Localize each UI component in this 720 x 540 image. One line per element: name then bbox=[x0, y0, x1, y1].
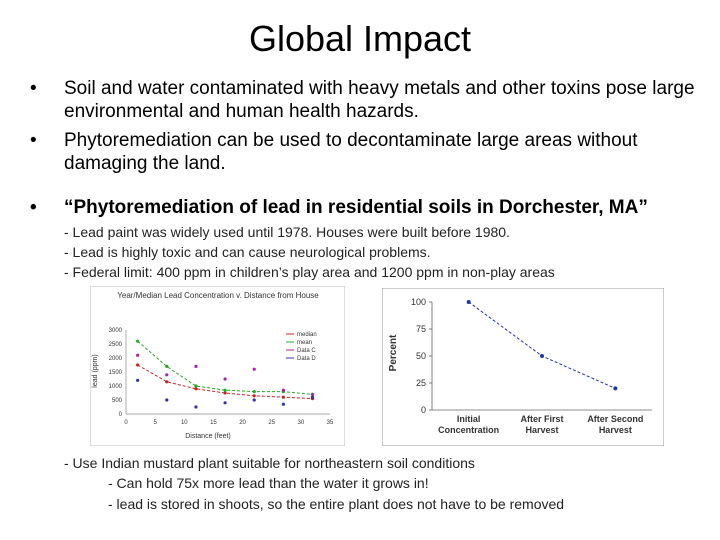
data-point bbox=[253, 390, 256, 393]
data-point bbox=[223, 401, 226, 404]
data-point bbox=[282, 403, 285, 406]
data-point bbox=[223, 391, 226, 394]
data-point bbox=[613, 386, 617, 390]
slide-title: Global Impact bbox=[248, 18, 472, 59]
legend-entry: median bbox=[297, 332, 317, 338]
x-tick-label: 5 bbox=[153, 420, 157, 426]
note-75x: - Can hold 75x more lead than the water it grows in! bbox=[108, 475, 429, 491]
x-tick-label: 10 bbox=[180, 420, 188, 426]
data-point bbox=[282, 396, 285, 399]
bullet-text: Soil and water contaminated with heavy metals and other toxins pose large environmental and human health hazards. bbox=[64, 78, 695, 122]
data-point bbox=[282, 389, 285, 392]
data-point bbox=[311, 393, 314, 396]
y-tick-label: 1500 bbox=[108, 370, 122, 376]
data-point bbox=[165, 373, 168, 376]
x-category-label: Harvest bbox=[525, 425, 559, 435]
legend-entry: Data D bbox=[297, 356, 316, 362]
data-point bbox=[165, 365, 168, 368]
legend-entry: mean bbox=[297, 340, 313, 346]
data-point bbox=[253, 368, 256, 371]
chart-frame bbox=[90, 286, 345, 446]
data-point bbox=[194, 365, 197, 368]
x-axis-label: Distance (feet) bbox=[185, 433, 231, 440]
data-point bbox=[253, 394, 256, 397]
data-point bbox=[194, 384, 197, 387]
y-tick-label: 0 bbox=[118, 412, 122, 418]
y-tick-label: 25 bbox=[415, 378, 426, 388]
data-point bbox=[136, 363, 139, 366]
bullet-dot: • bbox=[30, 130, 37, 151]
y-tick-label: 0 bbox=[420, 405, 426, 415]
x-category-label: Initial bbox=[456, 414, 481, 424]
data-point bbox=[467, 300, 471, 304]
y-tick-label: 3000 bbox=[108, 328, 122, 334]
bullet-text: “Phytoremediation of lead in residential soils in Dorchester, MA” bbox=[64, 197, 648, 218]
y-axis-label: Percent bbox=[388, 334, 399, 372]
data-point bbox=[311, 396, 314, 399]
x-tick-label: 15 bbox=[210, 420, 217, 426]
data-point bbox=[223, 389, 226, 392]
x-tick-label: 35 bbox=[326, 420, 334, 426]
data-point bbox=[165, 380, 168, 383]
y-tick-label: 1000 bbox=[108, 384, 122, 390]
data-point bbox=[223, 377, 226, 380]
data-point bbox=[194, 405, 197, 408]
y-axis-label: lead (ppm) bbox=[92, 354, 99, 388]
x-tick-label: 20 bbox=[239, 420, 246, 426]
note-federal-limit: - Federal limit: 400 ppm in children’s play area and 1200 ppm in non-play areas bbox=[64, 264, 555, 280]
y-tick-label: 75 bbox=[415, 324, 426, 334]
legend-entry: Data C bbox=[297, 348, 316, 354]
percent-remaining-chart bbox=[382, 288, 664, 446]
y-tick-label: 2500 bbox=[108, 342, 122, 348]
x-tick-label: 30 bbox=[297, 420, 305, 426]
chart-title: Year/Median Lead Concentration v. Distance from House bbox=[117, 291, 319, 300]
lead-distance-chart bbox=[90, 286, 345, 446]
data-point bbox=[194, 387, 197, 390]
x-category-label: After First bbox=[520, 414, 564, 424]
y-tick-label: 2000 bbox=[108, 356, 122, 362]
data-point bbox=[253, 398, 256, 401]
y-tick-label: 50 bbox=[415, 351, 426, 361]
bullet-dot: • bbox=[30, 197, 37, 218]
data-point bbox=[136, 379, 139, 382]
bullet-text: Phytoremediation can be used to decontaminate large areas without damaging the land. bbox=[64, 130, 638, 174]
x-tick-label: 25 bbox=[268, 420, 276, 426]
x-category-label: Concentration bbox=[438, 425, 500, 435]
x-tick-label: 0 bbox=[124, 420, 128, 426]
x-category-label: Harvest bbox=[598, 425, 632, 435]
note-lead-paint: - Lead paint was widely used until 1978. Houses were built before 1980. bbox=[64, 224, 510, 240]
y-tick-label: 100 bbox=[410, 297, 426, 307]
data-point bbox=[136, 340, 139, 343]
x-category-label: After Second bbox=[587, 414, 644, 424]
data-point bbox=[165, 398, 168, 401]
note-stored-in-shoots: - lead is stored in shoots, so the entire plant does not have to be removed bbox=[108, 496, 565, 512]
note-lead-toxic: - Lead is highly toxic and can cause neurological problems. bbox=[64, 244, 431, 260]
note-indian-mustard: - Use Indian mustard plant suitable for northeastern soil conditions bbox=[64, 455, 475, 471]
data-point bbox=[136, 354, 139, 357]
y-tick-label: 500 bbox=[111, 398, 122, 404]
data-point bbox=[540, 354, 544, 358]
bullet-dot: • bbox=[30, 78, 37, 99]
